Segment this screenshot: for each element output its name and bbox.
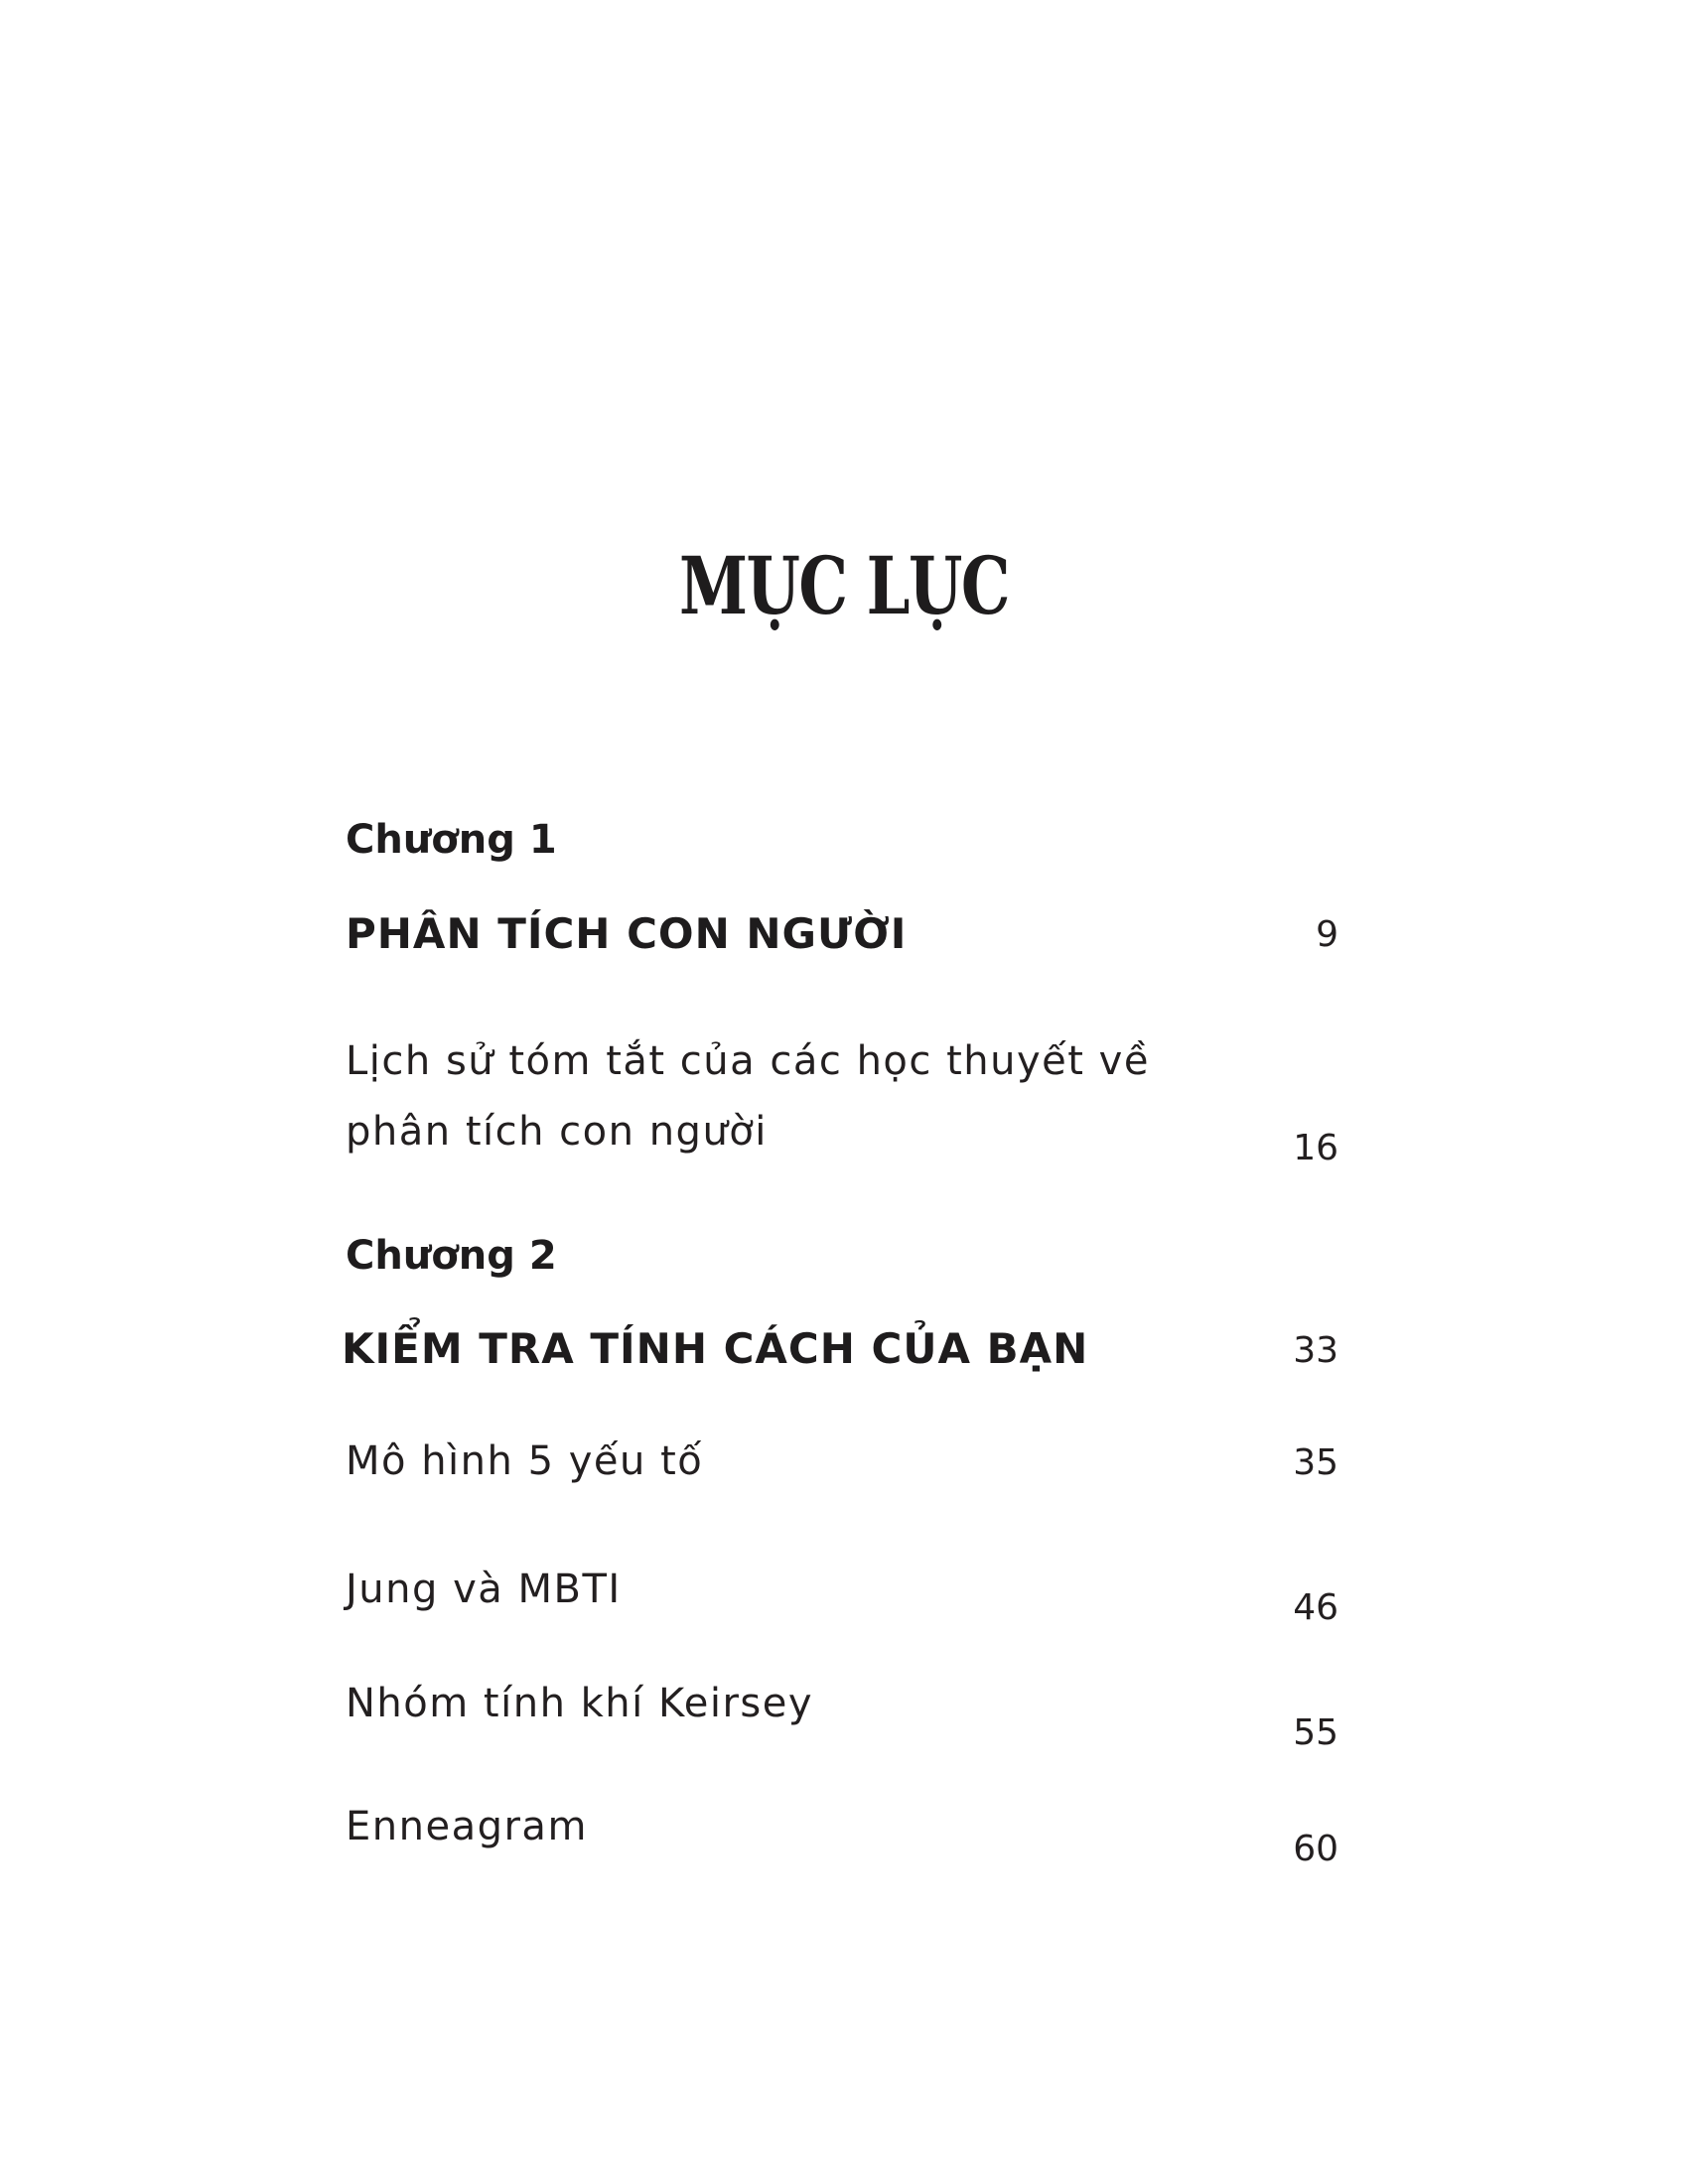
toc-entry-jung-mbti-page-number: 46 bbox=[1293, 1587, 1338, 1628]
chapter-1-label: Chương 1 bbox=[346, 817, 557, 863]
toc-entry-enneagram[interactable]: Enneagram bbox=[346, 1804, 588, 1849]
toc-entry-history-line2[interactable]: phân tích con người bbox=[346, 1109, 768, 1155]
chapter-2-page-number: 33 bbox=[1293, 1330, 1338, 1371]
page-title: MỤC LỤC bbox=[679, 539, 1009, 632]
chapter-1-title[interactable]: PHÂN TÍCH CON NGƯỜI bbox=[346, 909, 908, 958]
toc-entry-history-page-number: 16 bbox=[1293, 1128, 1338, 1168]
chapter-2-title[interactable]: KIỂM TRA TÍNH CÁCH CỦA BẠN bbox=[342, 1324, 1089, 1373]
toc-entry-keirsey-page-number: 55 bbox=[1293, 1712, 1338, 1753]
toc-entry-enneagram-page-number: 60 bbox=[1293, 1829, 1338, 1869]
chapter-2-label: Chương 2 bbox=[346, 1233, 557, 1279]
toc-entry-history-line1[interactable]: Lịch sử tóm tắt của các học thuyết về bbox=[346, 1038, 1150, 1084]
toc-entry-five-factor[interactable]: Mô hình 5 yếu tố bbox=[346, 1438, 704, 1484]
toc-entry-jung-mbti[interactable]: Jung và MBTI bbox=[346, 1567, 622, 1612]
toc-entry-keirsey[interactable]: Nhóm tính khí Keirsey bbox=[346, 1681, 814, 1726]
toc-entry-five-factor-page-number: 35 bbox=[1293, 1442, 1338, 1483]
chapter-1-page-number: 9 bbox=[1316, 914, 1338, 955]
